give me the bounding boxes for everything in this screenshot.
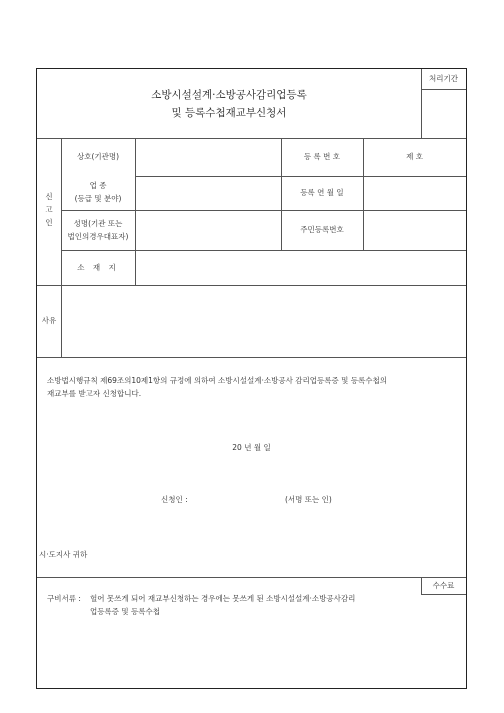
- company-name-field[interactable]: [136, 139, 281, 176]
- business-type-sublabel: (등급 및 분야): [74, 194, 122, 203]
- registration-date-field[interactable]: [364, 177, 466, 210]
- registration-number-field[interactable]: 제 호: [406, 152, 423, 161]
- representative-name-label: 성명(기관 또는: [73, 219, 123, 228]
- address-label: 소 재 지: [77, 263, 119, 272]
- divider: [421, 594, 466, 595]
- reason-label: 사유: [41, 316, 57, 325]
- documents-label: 구비서류 :: [47, 594, 81, 603]
- statement-text: 재교부를 받고자 신청합니다.: [47, 389, 142, 398]
- divider: [37, 357, 466, 358]
- divider: [37, 577, 466, 578]
- company-name-label: 상호(기관명): [76, 152, 120, 161]
- form-title: 및 등록수첩재교부신청서: [171, 107, 287, 119]
- application-form: [36, 68, 467, 689]
- applicant-sign-field[interactable]: [197, 492, 282, 508]
- form-title: 소방시설설계·소방공사감리업등록: [151, 89, 307, 101]
- sign-note: (서명 또는 인): [285, 495, 332, 504]
- resident-number-label: 주민등록번호: [300, 225, 344, 234]
- business-type-label: 업 종: [89, 181, 107, 190]
- business-type-field[interactable]: [136, 177, 281, 250]
- registration-number-label: 등 록 번 호: [303, 152, 341, 161]
- registration-date-label: 등록 연 월 일: [300, 188, 344, 197]
- address-field[interactable]: [136, 251, 466, 285]
- applicant-sign-label: 신청인 :: [161, 495, 188, 504]
- application-date[interactable]: 20 년 월 일: [232, 443, 271, 452]
- documents-text: 업등록증 및 등록수첩: [90, 607, 160, 616]
- representative-name-sublabel: 법인의경우대표자): [67, 232, 129, 241]
- processing-period-label: 처리기간: [429, 74, 458, 83]
- applicant-label: 신고인: [45, 192, 53, 227]
- resident-number-field[interactable]: [364, 211, 466, 250]
- recipient-text: 시·도지사 귀하: [39, 550, 88, 559]
- processing-period-value[interactable]: [422, 90, 466, 138]
- statement-text: 소방법시행규칙 제69조의10제1항의 규정에 의하여 소방시설설계·소방공사 감리업등록증 및 등록수첩의: [47, 376, 387, 385]
- fee-label: 수수료: [432, 581, 455, 590]
- documents-text: 헐어 못쓰게 되어 재교부신청하는 경우에는 못쓰게 된 소방시설설계·소방공사감리: [90, 594, 356, 603]
- reason-field[interactable]: [62, 286, 466, 357]
